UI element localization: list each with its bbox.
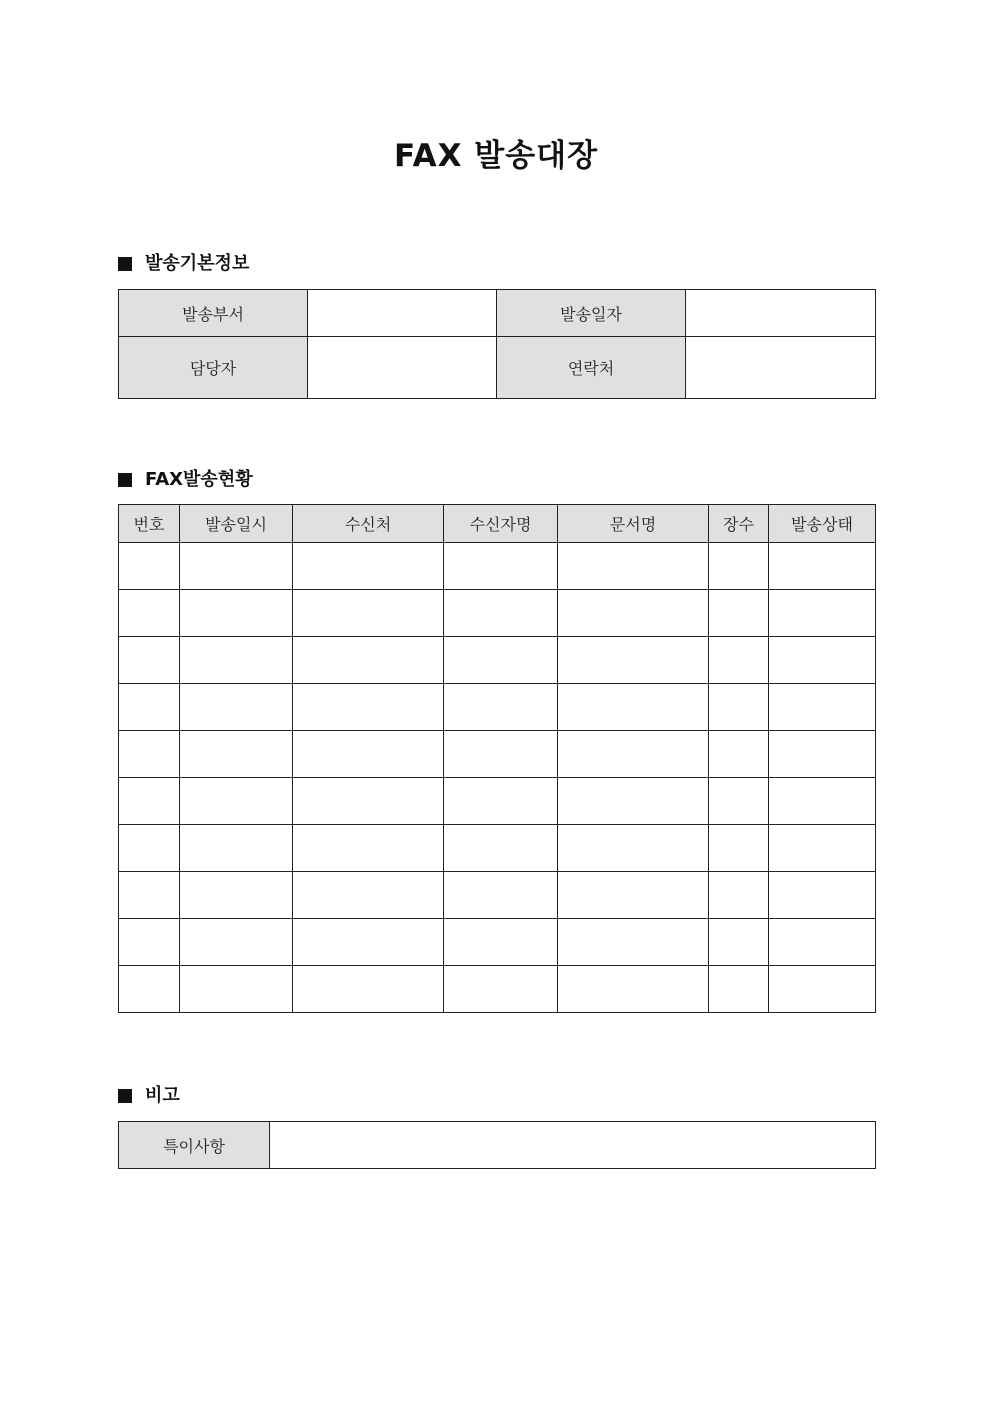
table-row	[119, 684, 876, 731]
table-cell[interactable]	[180, 966, 293, 1013]
field-send-date[interactable]	[686, 290, 876, 337]
table-cell[interactable]	[444, 872, 558, 919]
table-cell[interactable]	[119, 590, 180, 637]
table-cell[interactable]	[119, 684, 180, 731]
table-cell[interactable]	[558, 543, 709, 590]
section-heading-fax-status	[118, 467, 253, 493]
table-cell[interactable]	[293, 966, 444, 1013]
column-header-recipient-org: 수신처	[293, 505, 444, 543]
label-contact: 연락처	[497, 337, 686, 399]
table-cell[interactable]	[558, 590, 709, 637]
table-row	[119, 731, 876, 778]
table-cell[interactable]	[119, 731, 180, 778]
table-cell[interactable]	[444, 590, 558, 637]
table-cell[interactable]	[558, 872, 709, 919]
fax-status-rows	[119, 543, 876, 1013]
label-special-notes: 특이사항	[119, 1122, 270, 1169]
table-cell[interactable]	[769, 590, 876, 637]
table-cell[interactable]	[180, 872, 293, 919]
table-row	[119, 637, 876, 684]
table-cell[interactable]	[709, 825, 769, 872]
table-cell[interactable]	[709, 966, 769, 1013]
table-row	[119, 966, 876, 1013]
table-cell[interactable]	[180, 590, 293, 637]
section-heading-label: 발송기본정보	[145, 253, 250, 274]
table-cell[interactable]	[444, 684, 558, 731]
fax-status-table	[118, 504, 876, 1013]
table-cell[interactable]	[119, 825, 180, 872]
table-cell[interactable]	[119, 543, 180, 590]
section-heading-label: 비고	[145, 1085, 180, 1106]
square-bullet-icon	[118, 257, 132, 271]
table-cell[interactable]	[444, 543, 558, 590]
table-cell[interactable]	[769, 684, 876, 731]
column-header-document-name: 문서명	[558, 505, 709, 543]
table-cell[interactable]	[769, 966, 876, 1013]
table-cell[interactable]	[119, 966, 180, 1013]
table-row	[119, 919, 876, 966]
table-cell[interactable]	[558, 637, 709, 684]
table-cell[interactable]	[558, 825, 709, 872]
section-heading-label: FAX발송현황	[145, 469, 253, 490]
table-cell[interactable]	[293, 590, 444, 637]
table-cell[interactable]	[769, 778, 876, 825]
table-row	[119, 590, 876, 637]
table-cell[interactable]	[180, 684, 293, 731]
table-row	[119, 872, 876, 919]
remarks-table	[118, 1121, 876, 1169]
table-cell[interactable]	[769, 825, 876, 872]
table-row	[119, 1122, 876, 1169]
table-cell[interactable]	[769, 543, 876, 590]
square-bullet-icon	[118, 473, 132, 487]
table-cell[interactable]	[709, 590, 769, 637]
table-cell[interactable]	[709, 778, 769, 825]
table-cell[interactable]	[293, 825, 444, 872]
label-department: 발송부서	[119, 290, 308, 337]
table-cell[interactable]	[293, 872, 444, 919]
table-cell[interactable]	[293, 731, 444, 778]
table-cell[interactable]	[119, 637, 180, 684]
label-person-in-charge: 담당자	[119, 337, 308, 399]
table-cell[interactable]	[709, 872, 769, 919]
table-cell[interactable]	[709, 919, 769, 966]
table-cell[interactable]	[119, 919, 180, 966]
table-cell[interactable]	[769, 637, 876, 684]
table-cell[interactable]	[558, 966, 709, 1013]
table-cell[interactable]	[558, 919, 709, 966]
column-header-page-count: 장수	[709, 505, 769, 543]
table-cell[interactable]	[180, 825, 293, 872]
table-cell[interactable]	[558, 731, 709, 778]
table-cell[interactable]	[444, 919, 558, 966]
label-send-date: 발송일자	[497, 290, 686, 337]
column-header-send-status: 발송상태	[769, 505, 876, 543]
column-header-send-datetime: 발송일시	[180, 505, 293, 543]
table-cell[interactable]	[769, 731, 876, 778]
table-cell[interactable]	[293, 778, 444, 825]
table-cell[interactable]	[709, 684, 769, 731]
table-cell[interactable]	[293, 637, 444, 684]
table-cell[interactable]	[180, 543, 293, 590]
section-heading-basic-info	[118, 251, 249, 277]
table-cell[interactable]	[558, 778, 709, 825]
table-cell[interactable]	[769, 919, 876, 966]
table-cell[interactable]	[119, 778, 180, 825]
field-person-in-charge[interactable]	[308, 337, 497, 399]
table-row	[119, 337, 876, 399]
table-cell[interactable]	[769, 872, 876, 919]
table-row	[119, 778, 876, 825]
table-header-row	[119, 505, 876, 543]
table-cell[interactable]	[180, 919, 293, 966]
basic-info-table	[118, 289, 876, 399]
table-cell[interactable]	[180, 637, 293, 684]
field-department[interactable]	[308, 290, 497, 337]
page-title: FAX 발송대장	[393, 138, 599, 174]
square-bullet-icon	[118, 1089, 132, 1103]
table-row	[119, 290, 876, 337]
table-cell[interactable]	[558, 684, 709, 731]
field-special-notes[interactable]	[270, 1122, 876, 1169]
table-cell[interactable]	[293, 684, 444, 731]
column-header-number: 번호	[119, 505, 180, 543]
table-cell[interactable]	[709, 637, 769, 684]
table-cell[interactable]	[444, 966, 558, 1013]
table-row	[119, 543, 876, 590]
table-cell[interactable]	[709, 731, 769, 778]
column-header-recipient-name: 수신자명	[444, 505, 558, 543]
table-cell[interactable]	[709, 543, 769, 590]
section-heading-remarks	[118, 1083, 180, 1109]
table-row	[119, 825, 876, 872]
table-cell[interactable]	[180, 731, 293, 778]
table-cell[interactable]	[180, 778, 293, 825]
table-cell[interactable]	[444, 637, 558, 684]
table-cell[interactable]	[293, 543, 444, 590]
table-cell[interactable]	[444, 778, 558, 825]
field-contact[interactable]	[686, 337, 876, 399]
table-cell[interactable]	[293, 919, 444, 966]
table-cell[interactable]	[444, 731, 558, 778]
table-cell[interactable]	[444, 825, 558, 872]
table-cell[interactable]	[119, 872, 180, 919]
